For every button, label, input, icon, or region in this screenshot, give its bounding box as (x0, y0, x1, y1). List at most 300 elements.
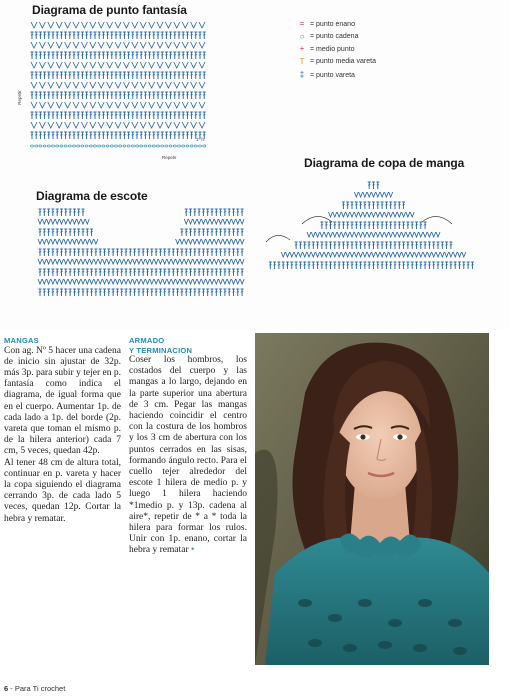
double-crochet-bar (176, 291, 178, 292)
double-crochet-bar (407, 264, 409, 265)
v-stitch-mark (376, 212, 380, 217)
double-crochet-bar (195, 134, 197, 135)
double-crochet-bar (35, 94, 37, 95)
double-crochet-bar (77, 114, 79, 115)
double-crochet-bar (52, 231, 54, 232)
double-crochet-bar (368, 184, 370, 185)
double-crochet-bar (98, 94, 100, 95)
v-stitch-mark (81, 259, 85, 264)
v-stitch-mark (380, 232, 384, 237)
double-crochet-bar (161, 54, 163, 55)
v-stitch-mark (132, 22, 138, 28)
v-stitch-mark (90, 122, 96, 128)
v-stitch-mark (90, 239, 94, 244)
v-stitch-mark (85, 259, 89, 264)
v-stitch-mark (223, 279, 227, 284)
v-stitch-mark (359, 252, 363, 257)
double-crochet-bar (347, 224, 349, 225)
double-crochet-bar (174, 74, 176, 75)
v-stitch-mark (157, 42, 163, 48)
double-crochet-bar (60, 74, 62, 75)
double-crochet-bar (182, 34, 184, 35)
double-crochet-bar (368, 204, 370, 205)
double-crochet-bar (52, 291, 54, 292)
double-crochet-bar (351, 264, 353, 265)
double-crochet-bar (441, 264, 443, 265)
double-crochet-bar (224, 271, 226, 272)
double-crochet-bar (85, 114, 87, 115)
double-crochet-bar (148, 94, 150, 95)
v-stitch-mark (201, 219, 205, 224)
chain-mark (148, 145, 151, 147)
legend-item (296, 56, 446, 69)
double-crochet-bar (228, 231, 230, 232)
v-stitch-mark (191, 82, 197, 88)
v-stitch-mark (81, 279, 85, 284)
v-stitch-mark (197, 219, 201, 224)
double-crochet-bar (355, 264, 357, 265)
double-crochet-bar (39, 34, 41, 35)
double-crochet-bar (106, 134, 108, 135)
v-stitch-mark (307, 232, 311, 237)
double-crochet-bar (203, 54, 205, 55)
v-stitch-mark (107, 259, 111, 264)
chain-mark (77, 145, 80, 147)
double-crochet-bar (178, 94, 180, 95)
chain-mark (186, 145, 189, 147)
double-crochet-bar (133, 271, 135, 272)
double-crochet-bar (60, 251, 62, 252)
double-crochet-bar (31, 134, 33, 135)
v-stitch-mark (427, 232, 431, 237)
double-crochet-bar (35, 54, 37, 55)
double-crochet-bar (65, 231, 67, 232)
v-stitch-mark (115, 259, 119, 264)
v-stitch-mark (72, 219, 76, 224)
double-crochet-bar (43, 54, 45, 55)
double-crochet-bar (394, 224, 396, 225)
v-stitch-mark (333, 232, 337, 237)
v-stitch-mark (341, 252, 345, 257)
half-double-crochet-icon: T (299, 56, 305, 66)
double-crochet-bar (132, 74, 134, 75)
v-stitch-mark (133, 279, 137, 284)
v-stitch-mark (157, 62, 163, 68)
double-crochet-bar (342, 224, 344, 225)
v-stitch-mark (219, 259, 223, 264)
v-stitch-mark (346, 252, 350, 257)
double-crochet-bar (78, 251, 80, 252)
v-stitch-mark (337, 212, 341, 217)
double-crochet-bar (144, 34, 146, 35)
double-crochet-bar (119, 94, 121, 95)
v-stitch-mark (324, 232, 328, 237)
double-crochet-bar (106, 114, 108, 115)
double-crochet-bar (73, 34, 75, 35)
v-stitch-mark (81, 82, 87, 88)
double-crochet-bar (73, 74, 75, 75)
double-crochet-bar (112, 271, 114, 272)
double-crochet-bar (73, 231, 75, 232)
v-stitch-mark (201, 259, 205, 264)
double-crochet-bar (125, 251, 127, 252)
double-crochet-bar (471, 264, 473, 265)
v-stitch-mark (359, 192, 363, 197)
double-crochet-bar (119, 114, 121, 115)
double-crochet-bar (437, 244, 439, 245)
double-crochet-bar (441, 244, 443, 245)
double-crochet-bar (372, 224, 374, 225)
double-crochet-bar (155, 271, 157, 272)
double-crochet-bar (148, 54, 150, 55)
v-stitch-mark (73, 102, 79, 108)
double-crochet-bar (142, 251, 144, 252)
chain-mark (157, 145, 160, 147)
v-stitch-mark (56, 62, 62, 68)
double-crochet-bar (90, 74, 92, 75)
v-stitch-mark (236, 219, 240, 224)
chain-mark (31, 145, 34, 147)
v-stitch-mark (65, 82, 71, 88)
v-stitch-mark (316, 252, 320, 257)
double-crochet-bar (123, 54, 125, 55)
double-crochet-bar (316, 264, 318, 265)
double-crochet-bar (390, 224, 392, 225)
v-stitch-mark (141, 259, 145, 264)
double-crochet-bar (295, 264, 297, 265)
double-crochet-bar (199, 34, 201, 35)
v-stitch-mark (324, 252, 328, 257)
v-stitch-mark (337, 252, 341, 257)
chain-mark (73, 145, 76, 147)
double-crochet-bar (182, 114, 184, 115)
double-crochet-bar (228, 291, 230, 292)
double-crochet-bar (39, 134, 41, 135)
double-crochet-bar (338, 224, 340, 225)
chain-mark (119, 145, 122, 147)
double-crochet-bar (47, 291, 49, 292)
v-stitch-mark (380, 252, 384, 257)
double-crochet-bar (178, 54, 180, 55)
double-crochet-bar (94, 74, 96, 75)
shaping-arrow (266, 235, 290, 242)
double-crochet-bar (111, 34, 113, 35)
double-crochet-bar (286, 264, 288, 265)
double-crochet-bar (144, 74, 146, 75)
v-stitch-mark (393, 232, 397, 237)
double-crochet-bar (190, 134, 192, 135)
double-crochet-bar (148, 74, 150, 75)
v-stitch-mark (240, 279, 244, 284)
v-stitch-mark (432, 232, 436, 237)
v-stitch-mark (68, 239, 72, 244)
double-crochet-bar (161, 94, 163, 95)
double-crochet-bar (65, 211, 67, 212)
double-crochet-bar (127, 134, 129, 135)
v-stitch-mark (193, 219, 197, 224)
v-stitch-mark (60, 219, 64, 224)
double-crochet-bar (144, 94, 146, 95)
double-crochet-bar (211, 211, 213, 212)
v-stitch-mark (107, 279, 111, 284)
v-stitch-mark (107, 62, 113, 68)
double-crochet-bar (119, 134, 121, 135)
double-crochet-bar (203, 134, 205, 135)
double-crochet-bar (190, 114, 192, 115)
double-crochet-bar (77, 34, 79, 35)
double-crochet-bar (56, 34, 58, 35)
legend-label: = medio punto (310, 45, 355, 53)
double-crochet-bar (325, 244, 327, 245)
double-crochet-bar (308, 244, 310, 245)
double-crochet-bar (364, 244, 366, 245)
double-crochet-bar (433, 264, 435, 265)
v-stitch-mark (64, 279, 68, 284)
v-stitch-mark (214, 259, 218, 264)
v-stitch-mark (55, 219, 59, 224)
v-stitch-mark (64, 239, 68, 244)
v-stitch-mark (223, 239, 227, 244)
double-crochet-bar (157, 114, 159, 115)
double-crochet-bar (81, 134, 83, 135)
double-crochet-bar (198, 271, 200, 272)
v-stitch-mark (236, 279, 240, 284)
v-stitch-mark (81, 22, 87, 28)
v-stitch-mark (165, 102, 171, 108)
double-crochet-bar (90, 134, 92, 135)
v-stitch-mark (193, 259, 197, 264)
double-crochet-bar (377, 244, 379, 245)
v-stitch-mark (449, 252, 453, 257)
double-crochet-bar (121, 251, 123, 252)
v-stitch-mark (214, 239, 218, 244)
v-stitch-mark (149, 82, 155, 88)
v-stitch-mark (174, 42, 180, 48)
v-stitch-mark (219, 279, 223, 284)
double-crochet-bar (237, 251, 239, 252)
v-stitch-mark (346, 212, 350, 217)
double-crochet-bar (224, 251, 226, 252)
double-crochet-bar (174, 114, 176, 115)
double-crochet-bar (56, 271, 58, 272)
v-stitch-mark (140, 42, 146, 48)
double-crochet-bar (445, 244, 447, 245)
v-stitch-mark (419, 232, 423, 237)
double-crochet-bar (78, 291, 80, 292)
v-stitch-mark (64, 219, 68, 224)
v-stitch-mark (68, 219, 72, 224)
double-crochet-bar (148, 134, 150, 135)
double-crochet-bar (129, 291, 131, 292)
double-crochet-bar (111, 74, 113, 75)
double-crochet-bar (146, 251, 148, 252)
chain-mark (115, 145, 118, 147)
double-crochet-bar (168, 291, 170, 292)
v-stitch-mark (48, 22, 54, 28)
double-crochet-bar (174, 134, 176, 135)
double-crochet-bar (364, 224, 366, 225)
double-crochet-bar (351, 244, 353, 245)
double-crochet-bar (136, 114, 138, 115)
double-crochet-bar (203, 34, 205, 35)
double-crochet-bar (364, 264, 366, 265)
v-stitch-mark (56, 102, 62, 108)
double-crochet-bar (73, 271, 75, 272)
double-crochet-bar (98, 54, 100, 55)
double-crochet-bar (52, 54, 54, 55)
double-crochet-bar (98, 114, 100, 115)
v-stitch-mark (141, 279, 145, 284)
double-crochet-bar (174, 54, 176, 55)
double-crochet-bar (81, 34, 83, 35)
v-stitch-mark (158, 259, 162, 264)
double-crochet-bar (73, 114, 75, 115)
model-photo (255, 333, 489, 665)
v-stitch-mark (197, 279, 201, 284)
double-crochet-bar (95, 291, 97, 292)
double-crochet-bar (203, 74, 205, 75)
v-stitch-mark (124, 259, 128, 264)
double-crochet-bar (316, 244, 318, 245)
double-crochet-bar (112, 251, 114, 252)
v-stitch-mark (47, 239, 51, 244)
double-crochet-bar (325, 264, 327, 265)
double-crochet-bar (237, 211, 239, 212)
double-crochet-bar (48, 134, 50, 135)
legend-label: = punto vareta (310, 71, 355, 79)
double-crochet-bar (394, 204, 396, 205)
v-stitch-mark (157, 122, 163, 128)
v-stitch-mark (219, 219, 223, 224)
double-crochet-bar (144, 134, 146, 135)
armado-heading: ARMADO (129, 336, 165, 345)
double-crochet-bar (182, 134, 184, 135)
double-crochet-bar (398, 224, 400, 225)
double-crochet-bar (73, 54, 75, 55)
double-crochet-bar (181, 251, 183, 252)
v-stitch-mark (165, 62, 171, 68)
double-crochet-bar (394, 244, 396, 245)
double-crochet-bar (215, 211, 217, 212)
double-crochet-bar (102, 54, 104, 55)
v-stitch-mark (294, 252, 298, 257)
v-stitch-mark (123, 22, 129, 28)
double-crochet-bar (168, 271, 170, 272)
v-stitch-mark (384, 252, 388, 257)
double-crochet-bar (69, 211, 71, 212)
v-stitch-mark (149, 62, 155, 68)
v-stitch-mark (31, 82, 37, 88)
double-crochet-bar (202, 271, 204, 272)
double-crochet-bar (81, 114, 83, 115)
double-crochet-bar (146, 271, 148, 272)
double-crochet-bar (86, 251, 88, 252)
double-crochet-bar (116, 271, 118, 272)
v-stitch-mark (389, 252, 393, 257)
v-stitch-mark (191, 22, 197, 28)
double-crochet-bar (39, 74, 41, 75)
double-crochet-bar (211, 251, 213, 252)
v-stitch-mark (350, 232, 354, 237)
double-crochet-bar (385, 244, 387, 245)
v-stitch-mark (311, 232, 315, 237)
double-crochet-bar (127, 54, 129, 55)
double-crochet-bar (207, 251, 209, 252)
v-stitch-mark (415, 252, 419, 257)
double-crochet-bar (228, 251, 230, 252)
v-stitch-mark (149, 122, 155, 128)
double-crochet-bar (190, 74, 192, 75)
v-stitch-mark (65, 62, 71, 68)
fantasia-stitch-diagram (26, 18, 216, 158)
double-crochet-bar (381, 244, 383, 245)
double-crochet-bar (467, 264, 469, 265)
double-crochet-bar (329, 224, 331, 225)
copa-stitch-diagram (262, 174, 488, 274)
double-crochet-bar (215, 231, 217, 232)
double-crochet-bar (106, 94, 108, 95)
double-crochet-bar (39, 291, 41, 292)
double-crochet-bar (127, 114, 129, 115)
v-stitch-mark (123, 42, 129, 48)
double-crochet-bar (73, 211, 75, 212)
double-crochet-bar (186, 114, 188, 115)
chain-mark (64, 145, 67, 147)
double-crochet-bar (35, 114, 37, 115)
double-crochet-bar (90, 114, 92, 115)
double-crochet-bar (69, 251, 71, 252)
v-stitch-mark (137, 279, 141, 284)
v-stitch-mark (436, 232, 440, 237)
double-crochet-bar (172, 291, 174, 292)
v-stitch-mark (98, 259, 102, 264)
double-crochet-bar (194, 251, 196, 252)
double-crochet-bar (123, 134, 125, 135)
double-crochet-bar (56, 134, 58, 135)
double-crochet-bar (329, 264, 331, 265)
double-crochet-bar (198, 251, 200, 252)
double-crochet-bar (278, 264, 280, 265)
double-crochet-bar (60, 134, 62, 135)
v-stitch-mark (380, 192, 384, 197)
v-stitch-mark (329, 212, 333, 217)
double-crochet-bar (90, 34, 92, 35)
v-stitch-mark (341, 212, 345, 217)
double-crochet-bar (372, 244, 374, 245)
double-crochet-bar (132, 34, 134, 35)
v-stitch-mark (115, 42, 121, 48)
double-crochet-bar (219, 291, 221, 292)
v-stitch-mark (227, 259, 231, 264)
double-crochet-bar (241, 211, 243, 212)
v-stitch-mark (47, 259, 51, 264)
double-crochet-bar (69, 34, 71, 35)
v-stitch-mark (199, 122, 205, 128)
double-crochet-bar (334, 224, 336, 225)
double-crochet-bar (199, 114, 201, 115)
v-stitch-mark (367, 212, 371, 217)
v-stitch-mark (346, 232, 350, 237)
v-stitch-mark (81, 239, 85, 244)
double-crochet-bar (35, 74, 37, 75)
double-crochet-bar (99, 251, 101, 252)
double-crochet-bar (237, 231, 239, 232)
v-stitch-mark (38, 259, 42, 264)
v-stitch-mark (415, 232, 419, 237)
double-crochet-bar (31, 94, 33, 95)
double-crochet-bar (165, 54, 167, 55)
double-crochet-bar (56, 251, 58, 252)
